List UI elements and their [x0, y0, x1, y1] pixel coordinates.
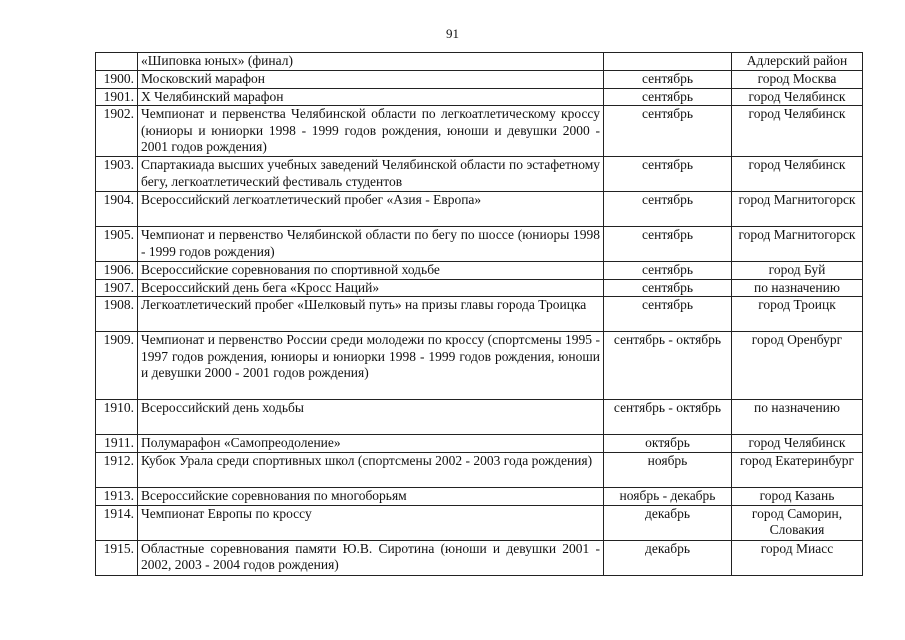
event-name: Чемпионат и первенство России среди молодежи по кроссу (спортсмены 1995 - 1997 годов рождения, юниоры и юниорки 1998 - 1999 годов рождения, юноши и девушки 2000 - 2001 годов рождения): [138, 332, 604, 400]
event-date: октябрь: [604, 435, 732, 452]
event-date: ноябрь - декабрь: [604, 487, 732, 505]
event-place: город Москва: [732, 71, 863, 89]
event-place: город Казань: [732, 487, 863, 505]
event-name: Всероссийские соревнования по спортивной ходьбе: [138, 262, 604, 279]
event-place: город Саморин, Словакия: [732, 505, 863, 540]
table-row: [96, 157, 863, 192]
table-row: [96, 279, 863, 296]
event-number: 1913.: [96, 487, 138, 505]
event-number: 1915.: [96, 540, 138, 575]
table-row: [96, 505, 863, 540]
event-number: 1900.: [96, 71, 138, 89]
event-date: [604, 53, 732, 71]
event-place: Адлерский район: [732, 53, 863, 71]
event-place: город Буй: [732, 262, 863, 279]
table-row: [96, 332, 863, 400]
table-row: [96, 227, 863, 262]
table-row: [96, 452, 863, 487]
event-name: Чемпионат и первенства Челябинской области по легкоатлетическому кроссу (юниоры и юниорки 1998 - 1999 годов рождения, юноши и девушки 2000 - 2001 годов рождения): [138, 106, 604, 157]
table-row: [96, 297, 863, 332]
event-date: сентябрь: [604, 106, 732, 157]
event-place: город Миасс: [732, 540, 863, 575]
event-number: 1914.: [96, 505, 138, 540]
table-row: [96, 106, 863, 157]
table-row: [96, 71, 863, 89]
event-name: Всероссийский день ходьбы: [138, 400, 604, 435]
table-row: [96, 262, 863, 279]
event-number: 1909.: [96, 332, 138, 400]
event-number: 1910.: [96, 400, 138, 435]
event-number: [96, 53, 138, 71]
event-place: по назначению: [732, 279, 863, 296]
table-row: [96, 89, 863, 106]
event-name: Всероссийский легкоатлетический пробег «Азия - Европа»: [138, 192, 604, 227]
event-place: город Челябинск: [732, 89, 863, 106]
event-date: сентябрь: [604, 89, 732, 106]
event-name: Областные соревнования памяти Ю.В. Сиротина (юноши и девушки 2001 - 2002, 2003 - 2004 годов рождения): [138, 540, 604, 575]
table-row: [96, 192, 863, 227]
page-number: 91: [446, 26, 459, 41]
table-row: [96, 487, 863, 505]
event-name: Полумарафон «Самопреодоление»: [138, 435, 604, 452]
event-place: город Троицк: [732, 297, 863, 332]
event-number: 1911.: [96, 435, 138, 452]
event-date: сентябрь - октябрь: [604, 332, 732, 400]
event-name: Всероссийский день бега «Кросс Наций»: [138, 279, 604, 296]
event-name: Кубок Урала среди спортивных школ (спортсмены 2002 - 2003 года рождения): [138, 452, 604, 487]
event-place: город Оренбург: [732, 332, 863, 400]
event-name: Московский марафон: [138, 71, 604, 89]
event-number: 1912.: [96, 452, 138, 487]
event-date: ноябрь: [604, 452, 732, 487]
event-date: сентябрь: [604, 297, 732, 332]
event-name: «Шиповка юных» (финал): [138, 53, 604, 71]
table-row: [96, 435, 863, 452]
event-number: 1903.: [96, 157, 138, 192]
event-date: сентябрь - октябрь: [604, 400, 732, 435]
event-number: 1901.: [96, 89, 138, 106]
event-date: сентябрь: [604, 262, 732, 279]
event-date: декабрь: [604, 540, 732, 575]
event-number: 1902.: [96, 106, 138, 157]
event-number: 1908.: [96, 297, 138, 332]
event-date: декабрь: [604, 505, 732, 540]
events-table: [95, 52, 863, 576]
event-place: город Магнитогорск: [732, 192, 863, 227]
event-name: Чемпионат Европы по кроссу: [138, 505, 604, 540]
event-name: X Челябинский марафон: [138, 89, 604, 106]
event-name: Чемпионат и первенство Челябинской области по бегу по шоссе (юниоры 1998 - 1999 годов рождения): [138, 227, 604, 262]
event-place: город Челябинск: [732, 106, 863, 157]
event-date: сентябрь: [604, 157, 732, 192]
event-number: 1906.: [96, 262, 138, 279]
event-name: Всероссийские соревнования по многоборьям: [138, 487, 604, 505]
event-name: Спартакиада высших учебных заведений Челябинской области по эстафетному бегу, легкоатлетический фестиваль студентов: [138, 157, 604, 192]
event-place: город Екатеринбург: [732, 452, 863, 487]
event-place: город Челябинск: [732, 435, 863, 452]
event-date: сентябрь: [604, 192, 732, 227]
event-place: по назначению: [732, 400, 863, 435]
table-row: [96, 540, 863, 575]
event-date: сентябрь: [604, 71, 732, 89]
event-place: город Челябинск: [732, 157, 863, 192]
event-number: 1905.: [96, 227, 138, 262]
event-name: Легкоатлетический пробег «Шелковый путь» на призы главы города Троицка: [138, 297, 604, 332]
table-row: [96, 53, 863, 71]
event-date: сентябрь: [604, 279, 732, 296]
event-place: город Магнитогорск: [732, 227, 863, 262]
table-row: [96, 400, 863, 435]
event-number: 1907.: [96, 279, 138, 296]
event-number: 1904.: [96, 192, 138, 227]
event-date: сентябрь: [604, 227, 732, 262]
